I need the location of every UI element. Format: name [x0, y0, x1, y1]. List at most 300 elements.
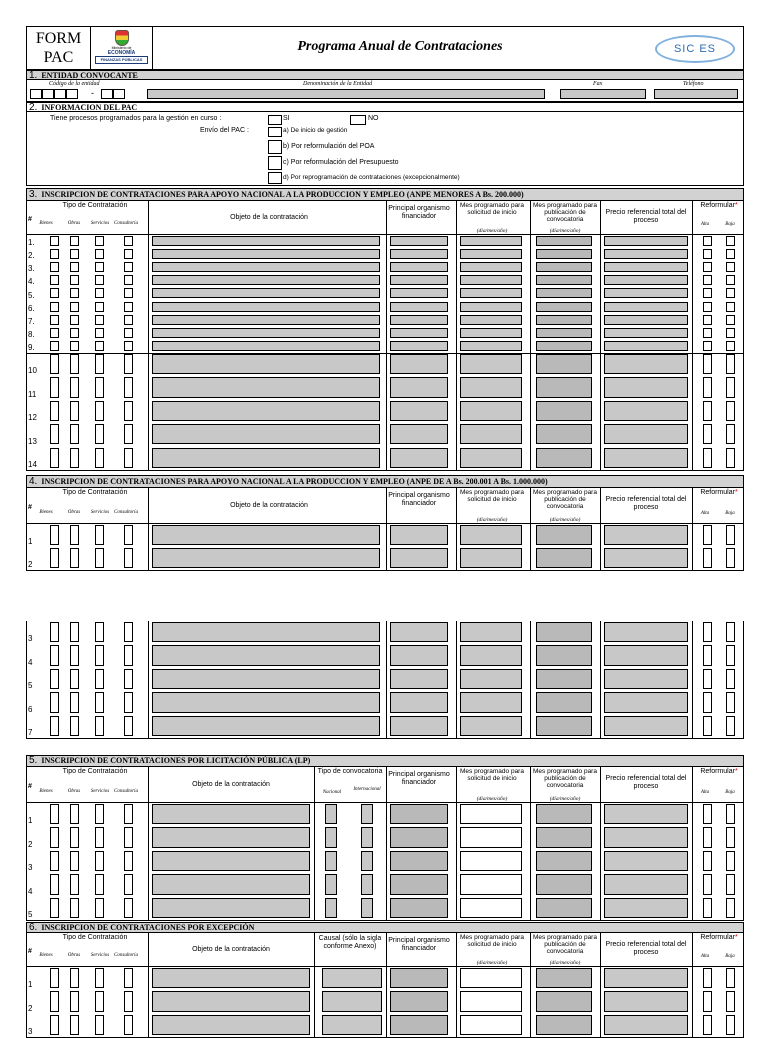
- alta-checkbox[interactable]: [703, 548, 712, 568]
- mes-pub-input[interactable]: [536, 827, 592, 847]
- obras-checkbox[interactable]: [70, 991, 79, 1011]
- servicios-checkbox[interactable]: [95, 692, 104, 712]
- mes-pub-input[interactable]: [536, 288, 592, 298]
- consultoria-checkbox[interactable]: [124, 315, 133, 325]
- precio-input[interactable]: [604, 622, 688, 642]
- bienes-checkbox[interactable]: [50, 302, 59, 312]
- alta-checkbox[interactable]: [703, 302, 712, 312]
- mes-pub-input[interactable]: [536, 341, 592, 351]
- mes-inicio-input[interactable]: [460, 302, 522, 312]
- servicios-checkbox[interactable]: [95, 354, 104, 374]
- servicios-checkbox[interactable]: [95, 874, 104, 894]
- mes-pub-input[interactable]: [536, 968, 592, 988]
- alta-checkbox[interactable]: [703, 1015, 712, 1035]
- consultoria-checkbox[interactable]: [124, 236, 133, 246]
- objeto-input[interactable]: [152, 401, 380, 421]
- precio-input[interactable]: [604, 424, 688, 444]
- code-field-3[interactable]: [54, 89, 66, 99]
- bienes-checkbox[interactable]: [50, 1015, 59, 1035]
- bienes-checkbox[interactable]: [50, 262, 59, 272]
- mes-pub-input[interactable]: [536, 377, 592, 397]
- baja-checkbox[interactable]: [726, 249, 735, 259]
- precio-input[interactable]: [604, 874, 688, 894]
- alta-checkbox[interactable]: [703, 669, 712, 689]
- precio-input[interactable]: [604, 315, 688, 325]
- nacional-checkbox[interactable]: [325, 851, 337, 871]
- pac-no-checkbox[interactable]: [350, 115, 366, 125]
- baja-checkbox[interactable]: [726, 302, 735, 312]
- mes-pub-input[interactable]: [536, 669, 592, 689]
- mes-inicio-input[interactable]: [460, 804, 522, 824]
- organismo-input[interactable]: [390, 874, 448, 894]
- objeto-input[interactable]: [152, 328, 380, 338]
- organismo-input[interactable]: [390, 716, 448, 736]
- organismo-input[interactable]: [390, 548, 448, 568]
- consultoria-checkbox[interactable]: [124, 302, 133, 312]
- bienes-checkbox[interactable]: [50, 377, 59, 397]
- code-field-1[interactable]: [30, 89, 42, 99]
- mes-pub-input[interactable]: [536, 302, 592, 312]
- servicios-checkbox[interactable]: [95, 236, 104, 246]
- alta-checkbox[interactable]: [703, 315, 712, 325]
- alta-checkbox[interactable]: [703, 341, 712, 351]
- consultoria-checkbox[interactable]: [124, 968, 133, 988]
- objeto-input[interactable]: [152, 968, 310, 988]
- mes-inicio-input[interactable]: [460, 692, 522, 712]
- baja-checkbox[interactable]: [726, 874, 735, 894]
- mes-pub-input[interactable]: [536, 692, 592, 712]
- mes-inicio-input[interactable]: [460, 874, 522, 894]
- organismo-input[interactable]: [390, 341, 448, 351]
- mes-pub-input[interactable]: [536, 898, 592, 918]
- baja-checkbox[interactable]: [726, 804, 735, 824]
- precio-input[interactable]: [604, 645, 688, 665]
- baja-checkbox[interactable]: [726, 288, 735, 298]
- baja-checkbox[interactable]: [726, 401, 735, 421]
- servicios-checkbox[interactable]: [95, 424, 104, 444]
- objeto-input[interactable]: [152, 377, 380, 397]
- mes-inicio-input[interactable]: [460, 968, 522, 988]
- nacional-checkbox[interactable]: [325, 898, 337, 918]
- objeto-input[interactable]: [152, 341, 380, 351]
- mes-pub-input[interactable]: [536, 525, 592, 545]
- bienes-checkbox[interactable]: [50, 669, 59, 689]
- mes-inicio-input[interactable]: [460, 262, 522, 272]
- mes-pub-input[interactable]: [536, 262, 592, 272]
- objeto-input[interactable]: [152, 692, 380, 712]
- organismo-input[interactable]: [390, 377, 448, 397]
- objeto-input[interactable]: [152, 991, 310, 1011]
- obras-checkbox[interactable]: [70, 275, 79, 285]
- objeto-input[interactable]: [152, 1015, 310, 1035]
- mes-inicio-input[interactable]: [460, 315, 522, 325]
- obras-checkbox[interactable]: [70, 236, 79, 246]
- consultoria-checkbox[interactable]: [124, 991, 133, 1011]
- precio-input[interactable]: [604, 669, 688, 689]
- mes-inicio-input[interactable]: [460, 898, 522, 918]
- servicios-checkbox[interactable]: [95, 827, 104, 847]
- precio-input[interactable]: [604, 249, 688, 259]
- bienes-checkbox[interactable]: [50, 804, 59, 824]
- servicios-checkbox[interactable]: [95, 262, 104, 272]
- precio-input[interactable]: [604, 898, 688, 918]
- precio-input[interactable]: [604, 525, 688, 545]
- code-field-2[interactable]: [42, 89, 54, 99]
- bienes-checkbox[interactable]: [50, 851, 59, 871]
- obras-checkbox[interactable]: [70, 669, 79, 689]
- bienes-checkbox[interactable]: [50, 288, 59, 298]
- obras-checkbox[interactable]: [70, 645, 79, 665]
- organismo-input[interactable]: [390, 249, 448, 259]
- servicios-checkbox[interactable]: [95, 377, 104, 397]
- organismo-input[interactable]: [390, 236, 448, 246]
- consultoria-checkbox[interactable]: [124, 548, 133, 568]
- baja-checkbox[interactable]: [726, 716, 735, 736]
- precio-input[interactable]: [604, 716, 688, 736]
- bienes-checkbox[interactable]: [50, 692, 59, 712]
- bienes-checkbox[interactable]: [50, 236, 59, 246]
- objeto-input[interactable]: [152, 898, 310, 918]
- consultoria-checkbox[interactable]: [124, 288, 133, 298]
- alta-checkbox[interactable]: [703, 804, 712, 824]
- precio-input[interactable]: [604, 692, 688, 712]
- baja-checkbox[interactable]: [726, 991, 735, 1011]
- baja-checkbox[interactable]: [726, 236, 735, 246]
- mes-pub-input[interactable]: [536, 354, 592, 374]
- bienes-checkbox[interactable]: [50, 716, 59, 736]
- bienes-checkbox[interactable]: [50, 548, 59, 568]
- alta-checkbox[interactable]: [703, 354, 712, 374]
- mes-pub-input[interactable]: [536, 804, 592, 824]
- precio-input[interactable]: [604, 302, 688, 312]
- entity-name-input[interactable]: [147, 89, 545, 99]
- obras-checkbox[interactable]: [70, 851, 79, 871]
- baja-checkbox[interactable]: [726, 669, 735, 689]
- mes-inicio-input[interactable]: [460, 645, 522, 665]
- mes-pub-input[interactable]: [536, 1015, 592, 1035]
- obras-checkbox[interactable]: [70, 302, 79, 312]
- precio-input[interactable]: [604, 401, 688, 421]
- objeto-input[interactable]: [152, 851, 310, 871]
- mes-inicio-input[interactable]: [460, 548, 522, 568]
- obras-checkbox[interactable]: [70, 288, 79, 298]
- nacional-checkbox[interactable]: [325, 827, 337, 847]
- precio-input[interactable]: [604, 236, 688, 246]
- objeto-input[interactable]: [152, 236, 380, 246]
- servicios-checkbox[interactable]: [95, 249, 104, 259]
- organismo-input[interactable]: [390, 354, 448, 374]
- nacional-checkbox[interactable]: [325, 804, 337, 824]
- alta-checkbox[interactable]: [703, 525, 712, 545]
- baja-checkbox[interactable]: [726, 851, 735, 871]
- servicios-checkbox[interactable]: [95, 525, 104, 545]
- obras-checkbox[interactable]: [70, 377, 79, 397]
- obras-checkbox[interactable]: [70, 354, 79, 374]
- precio-input[interactable]: [604, 288, 688, 298]
- organismo-input[interactable]: [390, 302, 448, 312]
- alta-checkbox[interactable]: [703, 851, 712, 871]
- baja-checkbox[interactable]: [726, 1015, 735, 1035]
- mes-pub-input[interactable]: [536, 645, 592, 665]
- bienes-checkbox[interactable]: [50, 401, 59, 421]
- organismo-input[interactable]: [390, 275, 448, 285]
- objeto-input[interactable]: [152, 275, 380, 285]
- alta-checkbox[interactable]: [703, 622, 712, 642]
- bienes-checkbox[interactable]: [50, 275, 59, 285]
- objeto-input[interactable]: [152, 288, 380, 298]
- obras-checkbox[interactable]: [70, 401, 79, 421]
- precio-input[interactable]: [604, 328, 688, 338]
- precio-input[interactable]: [604, 341, 688, 351]
- alta-checkbox[interactable]: [703, 645, 712, 665]
- objeto-input[interactable]: [152, 424, 380, 444]
- baja-checkbox[interactable]: [726, 424, 735, 444]
- obras-checkbox[interactable]: [70, 716, 79, 736]
- mes-inicio-input[interactable]: [460, 288, 522, 298]
- objeto-input[interactable]: [152, 302, 380, 312]
- obras-checkbox[interactable]: [70, 341, 79, 351]
- baja-checkbox[interactable]: [726, 262, 735, 272]
- baja-checkbox[interactable]: [726, 525, 735, 545]
- mes-pub-input[interactable]: [536, 249, 592, 259]
- servicios-checkbox[interactable]: [95, 341, 104, 351]
- bienes-checkbox[interactable]: [50, 328, 59, 338]
- organismo-input[interactable]: [390, 898, 448, 918]
- servicios-checkbox[interactable]: [95, 645, 104, 665]
- mes-inicio-input[interactable]: [460, 424, 522, 444]
- bienes-checkbox[interactable]: [50, 525, 59, 545]
- mes-inicio-input[interactable]: [460, 669, 522, 689]
- consultoria-checkbox[interactable]: [124, 354, 133, 374]
- mes-inicio-input[interactable]: [460, 377, 522, 397]
- objeto-input[interactable]: [152, 262, 380, 272]
- internacional-checkbox[interactable]: [361, 874, 373, 894]
- bienes-checkbox[interactable]: [50, 424, 59, 444]
- nacional-checkbox[interactable]: [325, 874, 337, 894]
- alta-checkbox[interactable]: [703, 328, 712, 338]
- mes-inicio-input[interactable]: [460, 249, 522, 259]
- mes-inicio-input[interactable]: [460, 275, 522, 285]
- bienes-checkbox[interactable]: [50, 898, 59, 918]
- internacional-checkbox[interactable]: [361, 827, 373, 847]
- internacional-checkbox[interactable]: [361, 851, 373, 871]
- mes-inicio-input[interactable]: [460, 448, 522, 468]
- mes-inicio-input[interactable]: [460, 851, 522, 871]
- obras-checkbox[interactable]: [70, 315, 79, 325]
- causal-input[interactable]: [322, 968, 382, 988]
- organismo-input[interactable]: [390, 262, 448, 272]
- consultoria-checkbox[interactable]: [124, 1015, 133, 1035]
- mes-inicio-input[interactable]: [460, 827, 522, 847]
- bienes-checkbox[interactable]: [50, 827, 59, 847]
- servicios-checkbox[interactable]: [95, 991, 104, 1011]
- precio-input[interactable]: [604, 851, 688, 871]
- servicios-checkbox[interactable]: [95, 302, 104, 312]
- bienes-checkbox[interactable]: [50, 448, 59, 468]
- mes-pub-input[interactable]: [536, 315, 592, 325]
- organismo-input[interactable]: [390, 288, 448, 298]
- mes-inicio-input[interactable]: [460, 354, 522, 374]
- mes-pub-input[interactable]: [536, 548, 592, 568]
- consultoria-checkbox[interactable]: [124, 804, 133, 824]
- mes-pub-input[interactable]: [536, 275, 592, 285]
- mes-inicio-input[interactable]: [460, 991, 522, 1011]
- objeto-input[interactable]: [152, 622, 380, 642]
- code-field-5[interactable]: [101, 89, 113, 99]
- alta-checkbox[interactable]: [703, 716, 712, 736]
- servicios-checkbox[interactable]: [95, 968, 104, 988]
- mes-inicio-input[interactable]: [460, 401, 522, 421]
- organismo-input[interactable]: [390, 328, 448, 338]
- organismo-input[interactable]: [390, 315, 448, 325]
- servicios-checkbox[interactable]: [95, 275, 104, 285]
- alta-checkbox[interactable]: [703, 288, 712, 298]
- consultoria-checkbox[interactable]: [124, 328, 133, 338]
- consultoria-checkbox[interactable]: [124, 645, 133, 665]
- objeto-input[interactable]: [152, 645, 380, 665]
- mes-pub-input[interactable]: [536, 622, 592, 642]
- obras-checkbox[interactable]: [70, 262, 79, 272]
- mes-inicio-input[interactable]: [460, 1015, 522, 1035]
- precio-input[interactable]: [604, 448, 688, 468]
- baja-checkbox[interactable]: [726, 827, 735, 847]
- obras-checkbox[interactable]: [70, 525, 79, 545]
- opt-d-checkbox[interactable]: [268, 172, 282, 184]
- servicios-checkbox[interactable]: [95, 448, 104, 468]
- consultoria-checkbox[interactable]: [124, 851, 133, 871]
- bienes-checkbox[interactable]: [50, 249, 59, 259]
- internacional-checkbox[interactable]: [361, 898, 373, 918]
- precio-input[interactable]: [604, 827, 688, 847]
- obras-checkbox[interactable]: [70, 448, 79, 468]
- baja-checkbox[interactable]: [726, 645, 735, 665]
- mes-inicio-input[interactable]: [460, 716, 522, 736]
- baja-checkbox[interactable]: [726, 968, 735, 988]
- mes-pub-input[interactable]: [536, 328, 592, 338]
- phone-input[interactable]: [654, 89, 738, 99]
- organismo-input[interactable]: [390, 401, 448, 421]
- alta-checkbox[interactable]: [703, 262, 712, 272]
- mes-pub-input[interactable]: [536, 874, 592, 894]
- servicios-checkbox[interactable]: [95, 401, 104, 421]
- baja-checkbox[interactable]: [726, 341, 735, 351]
- organismo-input[interactable]: [390, 804, 448, 824]
- alta-checkbox[interactable]: [703, 236, 712, 246]
- consultoria-checkbox[interactable]: [124, 898, 133, 918]
- bienes-checkbox[interactable]: [50, 645, 59, 665]
- alta-checkbox[interactable]: [703, 898, 712, 918]
- alta-checkbox[interactable]: [703, 874, 712, 894]
- servicios-checkbox[interactable]: [95, 804, 104, 824]
- fax-input[interactable]: [560, 89, 646, 99]
- bienes-checkbox[interactable]: [50, 968, 59, 988]
- obras-checkbox[interactable]: [70, 692, 79, 712]
- alta-checkbox[interactable]: [703, 377, 712, 397]
- baja-checkbox[interactable]: [726, 354, 735, 374]
- obras-checkbox[interactable]: [70, 424, 79, 444]
- mes-pub-input[interactable]: [536, 716, 592, 736]
- consultoria-checkbox[interactable]: [124, 669, 133, 689]
- alta-checkbox[interactable]: [703, 991, 712, 1011]
- obras-checkbox[interactable]: [70, 968, 79, 988]
- servicios-checkbox[interactable]: [95, 622, 104, 642]
- organismo-input[interactable]: [390, 968, 448, 988]
- mes-pub-input[interactable]: [536, 991, 592, 1011]
- objeto-input[interactable]: [152, 804, 310, 824]
- objeto-input[interactable]: [152, 548, 380, 568]
- servicios-checkbox[interactable]: [95, 328, 104, 338]
- mes-pub-input[interactable]: [536, 236, 592, 246]
- organismo-input[interactable]: [390, 669, 448, 689]
- precio-input[interactable]: [604, 377, 688, 397]
- precio-input[interactable]: [604, 354, 688, 374]
- servicios-checkbox[interactable]: [95, 898, 104, 918]
- bienes-checkbox[interactable]: [50, 341, 59, 351]
- consultoria-checkbox[interactable]: [124, 622, 133, 642]
- baja-checkbox[interactable]: [726, 275, 735, 285]
- consultoria-checkbox[interactable]: [124, 275, 133, 285]
- mes-inicio-input[interactable]: [460, 525, 522, 545]
- mes-pub-input[interactable]: [536, 851, 592, 871]
- baja-checkbox[interactable]: [726, 328, 735, 338]
- pac-yes-checkbox[interactable]: [268, 115, 282, 125]
- precio-input[interactable]: [604, 548, 688, 568]
- consultoria-checkbox[interactable]: [124, 827, 133, 847]
- causal-input[interactable]: [322, 1015, 382, 1035]
- alta-checkbox[interactable]: [703, 424, 712, 444]
- mes-inicio-input[interactable]: [460, 341, 522, 351]
- consultoria-checkbox[interactable]: [124, 716, 133, 736]
- baja-checkbox[interactable]: [726, 622, 735, 642]
- precio-input[interactable]: [604, 1015, 688, 1035]
- objeto-input[interactable]: [152, 249, 380, 259]
- objeto-input[interactable]: [152, 525, 380, 545]
- obras-checkbox[interactable]: [70, 249, 79, 259]
- bienes-checkbox[interactable]: [50, 622, 59, 642]
- bienes-checkbox[interactable]: [50, 874, 59, 894]
- organismo-input[interactable]: [390, 1015, 448, 1035]
- alta-checkbox[interactable]: [703, 249, 712, 259]
- organismo-input[interactable]: [390, 645, 448, 665]
- objeto-input[interactable]: [152, 448, 380, 468]
- organismo-input[interactable]: [390, 692, 448, 712]
- baja-checkbox[interactable]: [726, 548, 735, 568]
- alta-checkbox[interactable]: [703, 401, 712, 421]
- obras-checkbox[interactable]: [70, 548, 79, 568]
- consultoria-checkbox[interactable]: [124, 525, 133, 545]
- internacional-checkbox[interactable]: [361, 804, 373, 824]
- organismo-input[interactable]: [390, 991, 448, 1011]
- objeto-input[interactable]: [152, 315, 380, 325]
- precio-input[interactable]: [604, 968, 688, 988]
- alta-checkbox[interactable]: [703, 275, 712, 285]
- mes-pub-input[interactable]: [536, 448, 592, 468]
- organismo-input[interactable]: [390, 525, 448, 545]
- obras-checkbox[interactable]: [70, 827, 79, 847]
- baja-checkbox[interactable]: [726, 377, 735, 397]
- alta-checkbox[interactable]: [703, 692, 712, 712]
- precio-input[interactable]: [604, 275, 688, 285]
- servicios-checkbox[interactable]: [95, 851, 104, 871]
- servicios-checkbox[interactable]: [95, 716, 104, 736]
- precio-input[interactable]: [604, 804, 688, 824]
- organismo-input[interactable]: [390, 448, 448, 468]
- obras-checkbox[interactable]: [70, 328, 79, 338]
- bienes-checkbox[interactable]: [50, 991, 59, 1011]
- obras-checkbox[interactable]: [70, 898, 79, 918]
- consultoria-checkbox[interactable]: [124, 262, 133, 272]
- objeto-input[interactable]: [152, 669, 380, 689]
